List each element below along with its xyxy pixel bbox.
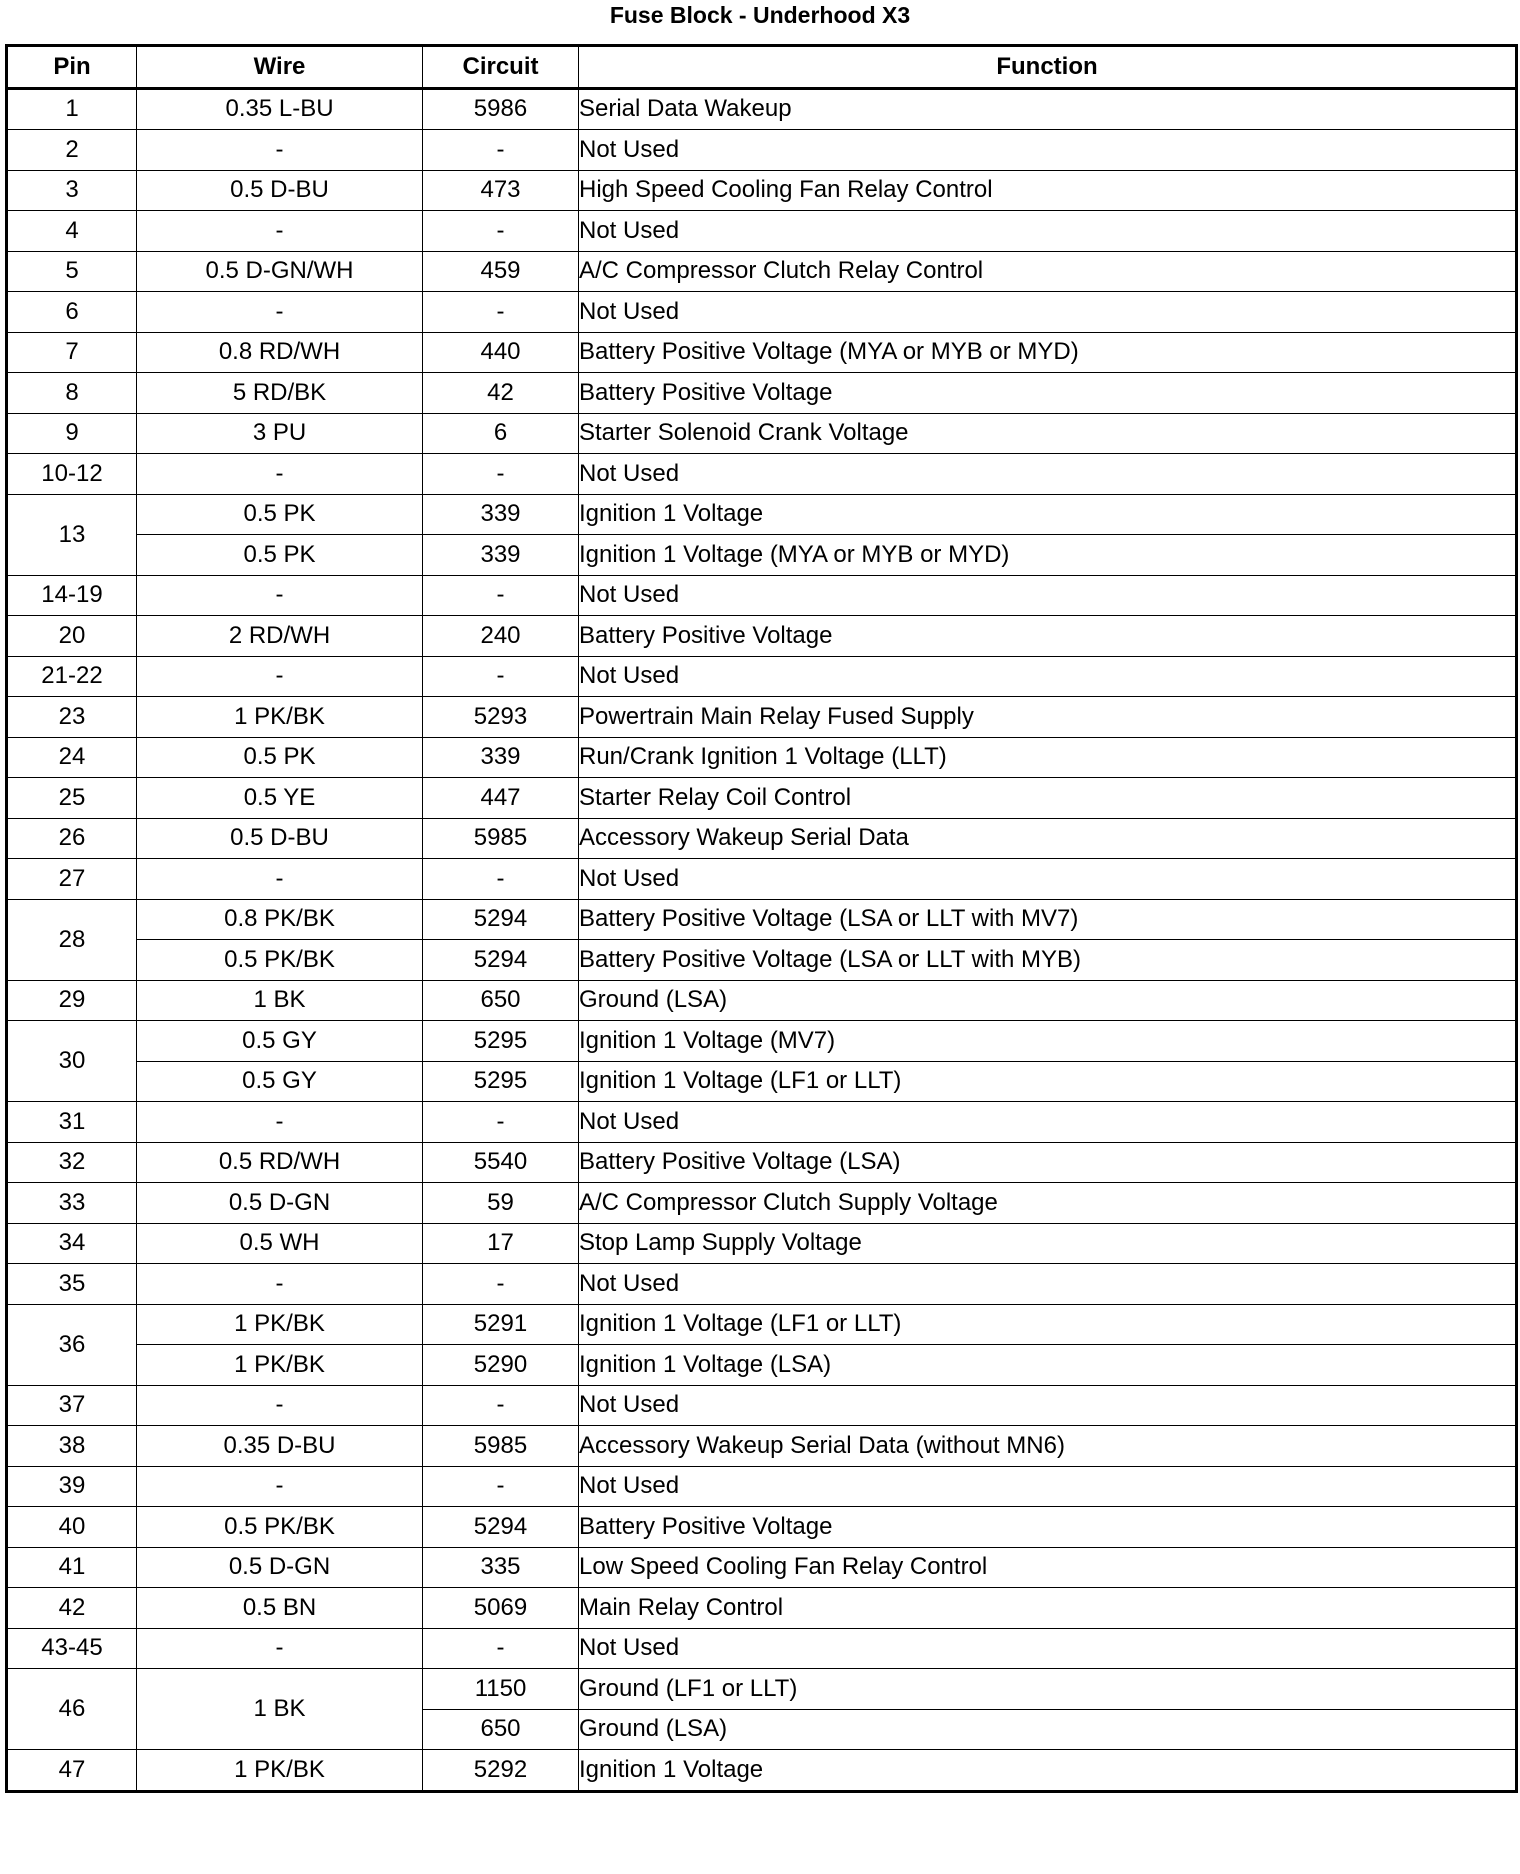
- pin-cell: 5: [7, 251, 137, 292]
- function-cell: Not Used: [579, 1102, 1517, 1143]
- circuit-cell: 447: [423, 778, 579, 819]
- function-cell: Accessory Wakeup Serial Data (without MN6): [579, 1426, 1517, 1467]
- pin-cell: 38: [7, 1426, 137, 1467]
- function-cell: Battery Positive Voltage (MYA or MYB or MYD): [579, 332, 1517, 373]
- function-cell: Run/Crank Ignition 1 Voltage (LLT): [579, 737, 1517, 778]
- wire-cell: -: [137, 454, 423, 495]
- circuit-cell: -: [423, 1264, 579, 1305]
- table-header-row: [7, 46, 1517, 89]
- circuit-cell: 650: [423, 1709, 579, 1750]
- wire-cell: 0.5 D-GN: [137, 1547, 423, 1588]
- circuit-cell: 17: [423, 1223, 579, 1264]
- circuit-cell: 5293: [423, 697, 579, 738]
- table-row: [7, 170, 1517, 211]
- table-row: [7, 1588, 1517, 1629]
- circuit-cell: 5540: [423, 1142, 579, 1183]
- pin-cell: 36: [7, 1304, 137, 1385]
- page-title: Fuse Block - Underhood X3: [609, 2, 911, 28]
- wire-cell: 0.5 PK: [137, 535, 423, 576]
- pin-cell: 26: [7, 818, 137, 859]
- circuit-cell: 5986: [423, 88, 579, 130]
- circuit-cell: -: [423, 292, 579, 333]
- pin-cell: 13: [7, 494, 137, 575]
- circuit-cell: 5294: [423, 899, 579, 940]
- wire-cell: 0.35 D-BU: [137, 1426, 423, 1467]
- header-function: Function: [579, 46, 1517, 89]
- pin-cell: 23: [7, 697, 137, 738]
- pin-cell: 34: [7, 1223, 137, 1264]
- function-cell: Starter Solenoid Crank Voltage: [579, 413, 1517, 454]
- circuit-cell: 5294: [423, 1507, 579, 1548]
- table-row: [7, 1466, 1517, 1507]
- circuit-cell: -: [423, 1102, 579, 1143]
- table-row: [7, 1304, 1517, 1345]
- function-cell: Ignition 1 Voltage (MV7): [579, 1021, 1517, 1062]
- table-row: [7, 656, 1517, 697]
- circuit-cell: 5292: [423, 1750, 579, 1792]
- circuit-cell: 5295: [423, 1021, 579, 1062]
- function-cell: Ignition 1 Voltage: [579, 494, 1517, 535]
- table-row: [7, 1061, 1517, 1102]
- table-row: [7, 616, 1517, 657]
- table-row: [7, 1628, 1517, 1669]
- function-cell: A/C Compressor Clutch Relay Control: [579, 251, 1517, 292]
- function-cell: High Speed Cooling Fan Relay Control: [579, 170, 1517, 211]
- function-cell: Not Used: [579, 211, 1517, 252]
- circuit-cell: 459: [423, 251, 579, 292]
- pin-cell: 42: [7, 1588, 137, 1629]
- function-cell: Not Used: [579, 1385, 1517, 1426]
- table-row: [7, 778, 1517, 819]
- pin-cell: 40: [7, 1507, 137, 1548]
- pin-cell: 47: [7, 1750, 137, 1792]
- table-row: [7, 899, 1517, 940]
- table-row: [7, 1345, 1517, 1386]
- circuit-cell: 650: [423, 980, 579, 1021]
- table-row: [7, 940, 1517, 981]
- wire-cell: -: [137, 859, 423, 900]
- pin-cell: 21-22: [7, 656, 137, 697]
- table-row: [7, 454, 1517, 495]
- pin-cell: 39: [7, 1466, 137, 1507]
- circuit-cell: 5294: [423, 940, 579, 981]
- function-cell: Powertrain Main Relay Fused Supply: [579, 697, 1517, 738]
- table-row: [7, 1750, 1517, 1792]
- pin-cell: 10-12: [7, 454, 137, 495]
- wire-cell: -: [137, 656, 423, 697]
- pin-cell: 1: [7, 88, 137, 130]
- circuit-cell: 42: [423, 373, 579, 414]
- table-row: [7, 1183, 1517, 1224]
- wire-cell: 1 PK/BK: [137, 1345, 423, 1386]
- table-row: [7, 980, 1517, 1021]
- function-cell: Not Used: [579, 130, 1517, 171]
- pin-cell: 33: [7, 1183, 137, 1224]
- wire-cell: 1 BK: [137, 1669, 423, 1750]
- wire-cell: 0.5 D-BU: [137, 170, 423, 211]
- wire-cell: 1 PK/BK: [137, 1750, 423, 1792]
- table-row: [7, 211, 1517, 252]
- function-cell: Ignition 1 Voltage: [579, 1750, 1517, 1792]
- pin-cell: 27: [7, 859, 137, 900]
- pin-cell: 3: [7, 170, 137, 211]
- table-row: [7, 1669, 1517, 1710]
- function-cell: Battery Positive Voltage (LSA or LLT with MYB): [579, 940, 1517, 981]
- circuit-cell: -: [423, 454, 579, 495]
- wire-cell: -: [137, 1102, 423, 1143]
- pin-cell: 28: [7, 899, 137, 980]
- wire-cell: 5 RD/BK: [137, 373, 423, 414]
- table-row: [7, 88, 1517, 130]
- wire-cell: 0.5 D-GN: [137, 1183, 423, 1224]
- circuit-cell: 440: [423, 332, 579, 373]
- function-cell: Not Used: [579, 1264, 1517, 1305]
- function-cell: Serial Data Wakeup: [579, 88, 1517, 130]
- circuit-cell: 5985: [423, 818, 579, 859]
- wire-cell: 0.5 YE: [137, 778, 423, 819]
- wire-cell: -: [137, 1628, 423, 1669]
- wire-cell: 0.5 D-GN/WH: [137, 251, 423, 292]
- circuit-cell: 335: [423, 1547, 579, 1588]
- wire-cell: 0.5 PK: [137, 494, 423, 535]
- table-row: [7, 130, 1517, 171]
- wire-cell: 0.5 WH: [137, 1223, 423, 1264]
- pin-cell: 30: [7, 1021, 137, 1102]
- function-cell: Battery Positive Voltage: [579, 616, 1517, 657]
- table-row: [7, 332, 1517, 373]
- pin-cell: 29: [7, 980, 137, 1021]
- circuit-cell: 6: [423, 413, 579, 454]
- wire-cell: 0.5 BN: [137, 1588, 423, 1629]
- function-cell: Battery Positive Voltage: [579, 1507, 1517, 1548]
- pin-cell: 14-19: [7, 575, 137, 616]
- pin-cell: 9: [7, 413, 137, 454]
- function-cell: Starter Relay Coil Control: [579, 778, 1517, 819]
- function-cell: Battery Positive Voltage (LSA): [579, 1142, 1517, 1183]
- table-row: [7, 1021, 1517, 1062]
- function-cell: A/C Compressor Clutch Supply Voltage: [579, 1183, 1517, 1224]
- circuit-cell: -: [423, 1385, 579, 1426]
- pin-cell: 35: [7, 1264, 137, 1305]
- function-cell: Main Relay Control: [579, 1588, 1517, 1629]
- pin-cell: 37: [7, 1385, 137, 1426]
- circuit-cell: -: [423, 575, 579, 616]
- circuit-cell: 339: [423, 535, 579, 576]
- table-row: [7, 1223, 1517, 1264]
- circuit-cell: 5295: [423, 1061, 579, 1102]
- wire-cell: -: [137, 1466, 423, 1507]
- circuit-cell: 339: [423, 737, 579, 778]
- wire-cell: 1 PK/BK: [137, 1304, 423, 1345]
- pin-cell: 8: [7, 373, 137, 414]
- wire-cell: 0.5 PK/BK: [137, 940, 423, 981]
- circuit-cell: 5291: [423, 1304, 579, 1345]
- function-cell: Ground (LSA): [579, 1709, 1517, 1750]
- wire-cell: -: [137, 211, 423, 252]
- wire-cell: 3 PU: [137, 413, 423, 454]
- wire-cell: 2 RD/WH: [137, 616, 423, 657]
- pin-cell: 25: [7, 778, 137, 819]
- pin-cell: 6: [7, 292, 137, 333]
- function-cell: Low Speed Cooling Fan Relay Control: [579, 1547, 1517, 1588]
- circuit-cell: 59: [423, 1183, 579, 1224]
- function-cell: Not Used: [579, 454, 1517, 495]
- function-cell: Not Used: [579, 656, 1517, 697]
- header-circuit: Circuit: [423, 46, 579, 89]
- wire-cell: -: [137, 1264, 423, 1305]
- header-wire: Wire: [137, 46, 423, 89]
- wire-cell: 0.8 PK/BK: [137, 899, 423, 940]
- function-cell: Not Used: [579, 292, 1517, 333]
- function-cell: Not Used: [579, 1466, 1517, 1507]
- header-pin: Pin: [7, 46, 137, 89]
- pin-cell: 7: [7, 332, 137, 373]
- table-row: [7, 373, 1517, 414]
- pin-cell: 20: [7, 616, 137, 657]
- pin-cell: 31: [7, 1102, 137, 1143]
- table-row: [7, 697, 1517, 738]
- function-cell: Ignition 1 Voltage (LF1 or LLT): [579, 1061, 1517, 1102]
- table-row: [7, 1142, 1517, 1183]
- wire-cell: 0.5 GY: [137, 1021, 423, 1062]
- pin-cell: 32: [7, 1142, 137, 1183]
- function-cell: Ignition 1 Voltage (MYA or MYB or MYD): [579, 535, 1517, 576]
- pin-cell: 24: [7, 737, 137, 778]
- pin-cell: 41: [7, 1547, 137, 1588]
- table-row: [7, 575, 1517, 616]
- function-cell: Battery Positive Voltage: [579, 373, 1517, 414]
- function-cell: Ground (LF1 or LLT): [579, 1669, 1517, 1710]
- table-row: [7, 737, 1517, 778]
- wire-cell: 0.5 D-BU: [137, 818, 423, 859]
- pin-cell: 46: [7, 1669, 137, 1750]
- function-cell: Ignition 1 Voltage (LF1 or LLT): [579, 1304, 1517, 1345]
- table-row: [7, 1102, 1517, 1143]
- wire-cell: -: [137, 1385, 423, 1426]
- function-cell: Battery Positive Voltage (LSA or LLT with MV7): [579, 899, 1517, 940]
- function-cell: Not Used: [579, 1628, 1517, 1669]
- table-row: [7, 292, 1517, 333]
- circuit-cell: 339: [423, 494, 579, 535]
- pin-cell: 4: [7, 211, 137, 252]
- connector-pinout-table: [5, 44, 1518, 1793]
- circuit-cell: 5985: [423, 1426, 579, 1467]
- wire-cell: -: [137, 130, 423, 171]
- circuit-cell: 473: [423, 170, 579, 211]
- wire-cell: 0.5 PK: [137, 737, 423, 778]
- circuit-cell: 240: [423, 616, 579, 657]
- table-row: [7, 494, 1517, 535]
- wire-cell: 0.5 PK/BK: [137, 1507, 423, 1548]
- table-row: [7, 859, 1517, 900]
- table-row: [7, 1264, 1517, 1305]
- circuit-cell: 5069: [423, 1588, 579, 1629]
- wire-cell: 1 BK: [137, 980, 423, 1021]
- function-cell: Ground (LSA): [579, 980, 1517, 1021]
- table-row: [7, 1507, 1517, 1548]
- table-row: [7, 818, 1517, 859]
- table-row: [7, 535, 1517, 576]
- table-body: [7, 88, 1517, 1791]
- wire-cell: -: [137, 292, 423, 333]
- table-row: [7, 1547, 1517, 1588]
- wire-cell: 1 PK/BK: [137, 697, 423, 738]
- table-row: [7, 251, 1517, 292]
- circuit-cell: -: [423, 130, 579, 171]
- function-cell: Ignition 1 Voltage (LSA): [579, 1345, 1517, 1386]
- function-cell: Stop Lamp Supply Voltage: [579, 1223, 1517, 1264]
- wire-cell: 0.35 L-BU: [137, 88, 423, 130]
- circuit-cell: -: [423, 656, 579, 697]
- pin-cell: 43-45: [7, 1628, 137, 1669]
- wire-cell: 0.5 RD/WH: [137, 1142, 423, 1183]
- table-row: [7, 413, 1517, 454]
- table-row: [7, 1385, 1517, 1426]
- table-row: [7, 1426, 1517, 1467]
- circuit-cell: -: [423, 211, 579, 252]
- function-cell: Not Used: [579, 859, 1517, 900]
- circuit-cell: 5290: [423, 1345, 579, 1386]
- function-cell: Not Used: [579, 575, 1517, 616]
- circuit-cell: 1150: [423, 1669, 579, 1710]
- wire-cell: -: [137, 575, 423, 616]
- wire-cell: 0.5 GY: [137, 1061, 423, 1102]
- circuit-cell: -: [423, 1628, 579, 1669]
- circuit-cell: -: [423, 1466, 579, 1507]
- pin-cell: 2: [7, 130, 137, 171]
- function-cell: Accessory Wakeup Serial Data: [579, 818, 1517, 859]
- circuit-cell: -: [423, 859, 579, 900]
- wire-cell: 0.8 RD/WH: [137, 332, 423, 373]
